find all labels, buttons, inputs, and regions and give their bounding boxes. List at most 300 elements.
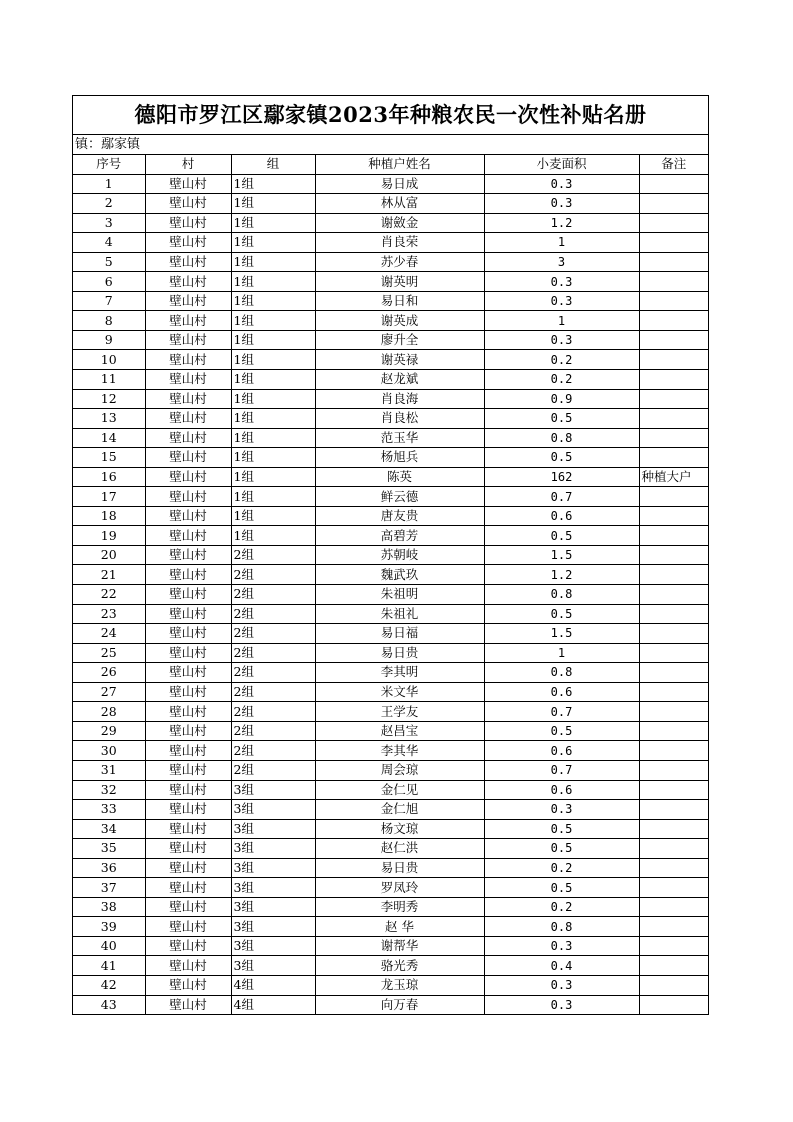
table-row [73,975,708,995]
cell-farmer-name: 肖良海 [315,389,484,409]
cell-remarks [639,819,708,839]
cell-wheat-area: 0.5 [484,409,639,429]
cell-wheat-area: 0.3 [484,800,639,820]
table-row [73,721,708,741]
cell-farmer-name: 朱祖明 [315,585,484,605]
cell-farmer-name: 鲜云德 [315,487,484,507]
cell-wheat-area: 0.3 [484,995,639,1014]
cell-farmer-name: 谢英明 [315,272,484,292]
cell-group: 2组 [231,741,315,761]
cell-wheat-area: 1 [484,643,639,663]
cell-farmer-name: 魏武玖 [315,565,484,585]
cell-serial: 31 [73,760,145,780]
cell-serial: 37 [73,878,145,898]
cell-serial: 4 [73,233,145,253]
cell-remarks [639,780,708,800]
cell-serial: 20 [73,545,145,565]
cell-village: 壁山村 [145,467,231,487]
table-row [73,448,708,468]
table-row [73,291,708,311]
cell-village: 壁山村 [145,174,231,194]
cell-remarks [639,233,708,253]
cell-group: 3组 [231,839,315,859]
cell-village: 壁山村 [145,291,231,311]
cell-farmer-name: 李明秀 [315,897,484,917]
cell-farmer-name: 金仁旭 [315,800,484,820]
cell-remarks [639,585,708,605]
cell-farmer-name: 金仁见 [315,780,484,800]
cell-village: 壁山村 [145,330,231,350]
cell-group: 1组 [231,350,315,370]
cell-group: 1组 [231,389,315,409]
cell-farmer-name: 谢英成 [315,311,484,331]
cell-wheat-area: 0.6 [484,682,639,702]
cell-group: 3组 [231,897,315,917]
cell-wheat-area: 0.5 [484,878,639,898]
cell-remarks [639,409,708,429]
cell-wheat-area: 162 [484,467,639,487]
town-label: 镇：鄢家镇 [73,135,708,155]
cell-remarks [639,917,708,937]
cell-village: 壁山村 [145,917,231,937]
table-row [73,409,708,429]
cell-wheat-area: 1.2 [484,565,639,585]
register-table [73,155,708,1014]
cell-farmer-name: 林从富 [315,194,484,214]
cell-wheat-area: 0.7 [484,760,639,780]
cell-village: 壁山村 [145,702,231,722]
table-row [73,174,708,194]
cell-serial: 7 [73,291,145,311]
cell-village: 壁山村 [145,389,231,409]
cell-village: 壁山村 [145,604,231,624]
cell-wheat-area: 0.6 [484,741,639,761]
header-wheat-area: 小麦面积 [484,155,639,174]
cell-remarks [639,682,708,702]
cell-farmer-name: 谢帮华 [315,936,484,956]
cell-wheat-area: 0.5 [484,819,639,839]
cell-farmer-name: 赵 华 [315,917,484,937]
cell-remarks [639,350,708,370]
cell-wheat-area: 0.3 [484,194,639,214]
cell-group: 1组 [231,174,315,194]
cell-village: 壁山村 [145,545,231,565]
cell-remarks [639,897,708,917]
cell-group: 4组 [231,975,315,995]
cell-village: 壁山村 [145,721,231,741]
cell-wheat-area: 0.8 [484,663,639,683]
cell-farmer-name: 高碧芳 [315,526,484,546]
table-row [73,760,708,780]
cell-group: 2组 [231,604,315,624]
cell-wheat-area: 0.5 [484,604,639,624]
cell-serial: 9 [73,330,145,350]
table-row [73,311,708,331]
cell-group: 1组 [231,448,315,468]
cell-village: 壁山村 [145,409,231,429]
cell-serial: 24 [73,624,145,644]
cell-group: 1组 [231,487,315,507]
cell-remarks [639,252,708,272]
cell-wheat-area: 0.3 [484,291,639,311]
table-row [73,545,708,565]
cell-serial: 34 [73,819,145,839]
cell-village: 壁山村 [145,897,231,917]
cell-remarks [639,272,708,292]
cell-village: 壁山村 [145,741,231,761]
cell-wheat-area: 0.3 [484,272,639,292]
cell-group: 2组 [231,682,315,702]
cell-remarks [639,370,708,390]
cell-village: 壁山村 [145,233,231,253]
table-row [73,213,708,233]
cell-farmer-name: 赵仁洪 [315,839,484,859]
cell-serial: 18 [73,506,145,526]
cell-village: 壁山村 [145,370,231,390]
cell-group: 4组 [231,995,315,1014]
table-row [73,956,708,976]
cell-farmer-name: 赵龙斌 [315,370,484,390]
cell-group: 1组 [231,467,315,487]
table-row [73,565,708,585]
cell-farmer-name: 易日和 [315,291,484,311]
cell-farmer-name: 易日贵 [315,858,484,878]
cell-group: 1组 [231,506,315,526]
table-row [73,663,708,683]
cell-serial: 11 [73,370,145,390]
cell-wheat-area: 0.5 [484,448,639,468]
cell-group: 2组 [231,721,315,741]
cell-remarks [639,878,708,898]
table-row [73,370,708,390]
cell-remarks [639,291,708,311]
cell-group: 1组 [231,311,315,331]
cell-wheat-area: 1 [484,233,639,253]
cell-serial: 8 [73,311,145,331]
table-row [73,467,708,487]
table-row [73,604,708,624]
cell-village: 壁山村 [145,956,231,976]
cell-remarks [639,721,708,741]
cell-serial: 35 [73,839,145,859]
cell-group: 3组 [231,956,315,976]
cell-serial: 23 [73,604,145,624]
cell-serial: 17 [73,487,145,507]
cell-wheat-area: 0.3 [484,936,639,956]
cell-wheat-area: 0.3 [484,330,639,350]
cell-farmer-name: 朱祖礼 [315,604,484,624]
cell-wheat-area: 1.5 [484,545,639,565]
cell-remarks [639,330,708,350]
cell-remarks [639,741,708,761]
cell-farmer-name: 谢斂金 [315,213,484,233]
table-row [73,194,708,214]
table-row [73,858,708,878]
cell-serial: 38 [73,897,145,917]
cell-remarks [639,389,708,409]
cell-farmer-name: 米文华 [315,682,484,702]
cell-farmer-name: 易日成 [315,174,484,194]
cell-serial: 14 [73,428,145,448]
cell-group: 2组 [231,702,315,722]
cell-village: 壁山村 [145,272,231,292]
table-row [73,936,708,956]
cell-village: 壁山村 [145,858,231,878]
cell-farmer-name: 李其明 [315,663,484,683]
cell-wheat-area: 3 [484,252,639,272]
cell-wheat-area: 0.2 [484,897,639,917]
cell-village: 壁山村 [145,936,231,956]
cell-wheat-area: 1.5 [484,624,639,644]
cell-farmer-name: 李其华 [315,741,484,761]
cell-farmer-name: 陈英 [315,467,484,487]
table-row [73,780,708,800]
cell-farmer-name: 骆光秀 [315,956,484,976]
cell-group: 2组 [231,624,315,644]
cell-group: 1组 [231,526,315,546]
table-row [73,389,708,409]
cell-village: 壁山村 [145,487,231,507]
cell-group: 2组 [231,545,315,565]
cell-village: 壁山村 [145,760,231,780]
cell-serial: 19 [73,526,145,546]
cell-village: 壁山村 [145,800,231,820]
cell-serial: 1 [73,174,145,194]
cell-wheat-area: 0.6 [484,780,639,800]
cell-group: 1组 [231,370,315,390]
cell-wheat-area: 0.3 [484,174,639,194]
cell-group: 2组 [231,565,315,585]
table-row [73,800,708,820]
cell-wheat-area: 0.5 [484,839,639,859]
cell-remarks [639,506,708,526]
cell-serial: 25 [73,643,145,663]
cell-serial: 2 [73,194,145,214]
table-row [73,878,708,898]
cell-serial: 30 [73,741,145,761]
cell-wheat-area: 0.2 [484,350,639,370]
cell-remarks [639,956,708,976]
table-row [73,995,708,1014]
cell-farmer-name: 廖升全 [315,330,484,350]
table-row [73,506,708,526]
table-row [73,624,708,644]
cell-village: 壁山村 [145,428,231,448]
cell-farmer-name: 杨文琼 [315,819,484,839]
cell-wheat-area: 0.8 [484,917,639,937]
cell-village: 壁山村 [145,663,231,683]
cell-village: 壁山村 [145,878,231,898]
table-row [73,897,708,917]
cell-remarks [639,565,708,585]
cell-remarks [639,545,708,565]
cell-farmer-name: 龙玉琼 [315,975,484,995]
cell-wheat-area: 1.2 [484,213,639,233]
table-row [73,428,708,448]
cell-village: 壁山村 [145,526,231,546]
cell-village: 壁山村 [145,565,231,585]
cell-remarks [639,800,708,820]
cell-serial: 33 [73,800,145,820]
cell-remarks [639,604,708,624]
cell-remarks [639,448,708,468]
cell-village: 壁山村 [145,311,231,331]
cell-remarks [639,858,708,878]
cell-village: 壁山村 [145,780,231,800]
cell-farmer-name: 杨旭兵 [315,448,484,468]
cell-farmer-name: 唐友贵 [315,506,484,526]
table-row [73,819,708,839]
table-row [73,233,708,253]
cell-remarks [639,936,708,956]
cell-serial: 41 [73,956,145,976]
table-row [73,702,708,722]
subsidy-register-sheet [72,95,709,1015]
table-row [73,487,708,507]
cell-farmer-name: 苏少春 [315,252,484,272]
cell-wheat-area: 0.5 [484,721,639,741]
cell-wheat-area: 0.4 [484,956,639,976]
cell-serial: 28 [73,702,145,722]
cell-wheat-area: 0.8 [484,585,639,605]
cell-serial: 29 [73,721,145,741]
cell-serial: 26 [73,663,145,683]
cell-serial: 15 [73,448,145,468]
cell-remarks [639,663,708,683]
header-serial: 序号 [73,155,145,174]
cell-village: 壁山村 [145,585,231,605]
cell-village: 壁山村 [145,448,231,468]
cell-wheat-area: 0.7 [484,487,639,507]
cell-village: 壁山村 [145,350,231,370]
cell-wheat-area: 0.8 [484,428,639,448]
table-row [73,330,708,350]
cell-group: 1组 [231,272,315,292]
cell-farmer-name: 谢英禄 [315,350,484,370]
cell-serial: 42 [73,975,145,995]
cell-serial: 13 [73,409,145,429]
table-row [73,917,708,937]
table-row [73,252,708,272]
cell-serial: 12 [73,389,145,409]
cell-group: 2组 [231,643,315,663]
cell-remarks: 种植大户 [639,467,708,487]
cell-serial: 21 [73,565,145,585]
cell-wheat-area: 0.7 [484,702,639,722]
cell-village: 壁山村 [145,506,231,526]
cell-village: 壁山村 [145,213,231,233]
table-row [73,585,708,605]
header-farmer-name: 种植户姓名 [315,155,484,174]
table-row [73,350,708,370]
cell-wheat-area: 0.3 [484,975,639,995]
cell-remarks [639,174,708,194]
cell-group: 3组 [231,819,315,839]
cell-farmer-name: 王学友 [315,702,484,722]
page-title: 德阳市罗江区鄢家镇2023年种粮农民一次性补贴名册 [73,96,708,135]
cell-farmer-name: 肖良荣 [315,233,484,253]
cell-serial: 36 [73,858,145,878]
cell-group: 2组 [231,760,315,780]
table-row [73,526,708,546]
cell-remarks [639,526,708,546]
cell-group: 3组 [231,878,315,898]
cell-serial: 39 [73,917,145,937]
cell-remarks [639,311,708,331]
cell-remarks [639,995,708,1014]
cell-remarks [639,975,708,995]
cell-group: 2组 [231,663,315,683]
cell-serial: 40 [73,936,145,956]
cell-farmer-name: 易日贵 [315,643,484,663]
table-row [73,839,708,859]
table-header-row [73,155,708,174]
cell-farmer-name: 赵昌宝 [315,721,484,741]
table-row [73,741,708,761]
cell-serial: 10 [73,350,145,370]
cell-group: 1组 [231,409,315,429]
cell-farmer-name: 易日福 [315,624,484,644]
cell-remarks [639,428,708,448]
cell-group: 3组 [231,780,315,800]
cell-serial: 32 [73,780,145,800]
cell-serial: 22 [73,585,145,605]
cell-group: 1组 [231,330,315,350]
cell-remarks [639,643,708,663]
cell-group: 3组 [231,917,315,937]
cell-farmer-name: 罗凤玲 [315,878,484,898]
cell-farmer-name: 苏朝岐 [315,545,484,565]
cell-wheat-area: 0.2 [484,370,639,390]
cell-village: 壁山村 [145,194,231,214]
cell-village: 壁山村 [145,819,231,839]
cell-farmer-name: 肖良松 [315,409,484,429]
cell-village: 壁山村 [145,252,231,272]
table-row [73,272,708,292]
cell-wheat-area: 0.9 [484,389,639,409]
cell-village: 壁山村 [145,624,231,644]
cell-group: 3组 [231,858,315,878]
cell-group: 3组 [231,800,315,820]
cell-wheat-area: 0.6 [484,506,639,526]
cell-group: 3组 [231,936,315,956]
cell-serial: 6 [73,272,145,292]
header-remarks: 备注 [639,155,708,174]
header-village: 村 [145,155,231,174]
cell-remarks [639,213,708,233]
cell-wheat-area: 0.2 [484,858,639,878]
cell-remarks [639,624,708,644]
cell-group: 1组 [231,291,315,311]
cell-group: 1组 [231,194,315,214]
cell-village: 壁山村 [145,682,231,702]
cell-village: 壁山村 [145,839,231,859]
table-row [73,643,708,663]
cell-remarks [639,760,708,780]
cell-serial: 43 [73,995,145,1014]
cell-village: 壁山村 [145,995,231,1014]
cell-remarks [639,702,708,722]
cell-serial: 5 [73,252,145,272]
header-group: 组 [231,155,315,174]
cell-remarks [639,194,708,214]
cell-group: 1组 [231,428,315,448]
cell-farmer-name: 周会琼 [315,760,484,780]
cell-wheat-area: 0.5 [484,526,639,546]
cell-serial: 16 [73,467,145,487]
table-row [73,682,708,702]
cell-village: 壁山村 [145,975,231,995]
